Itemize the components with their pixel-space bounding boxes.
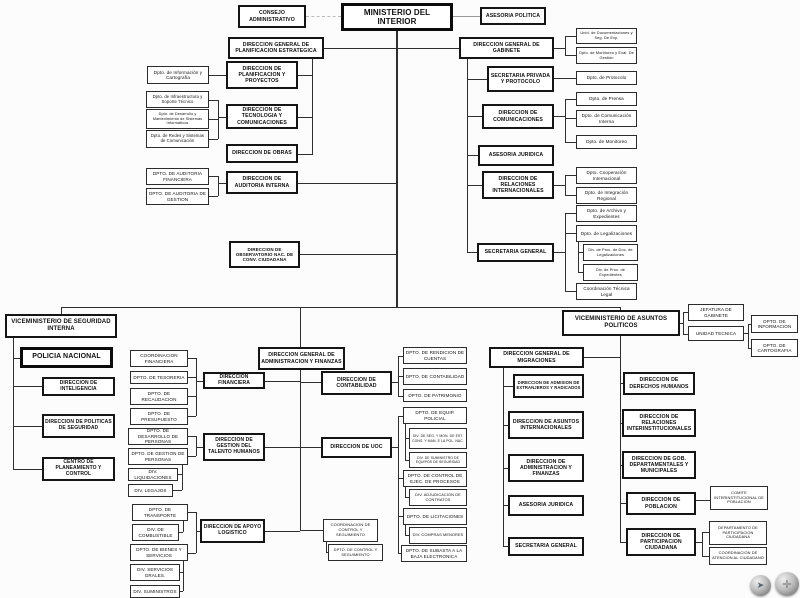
centro-planeamiento-control: CENTRO DE PLANEAMIENTO Y CONTROL — [42, 457, 115, 481]
connector-line — [265, 447, 300, 448]
connector-line — [398, 48, 459, 49]
connector-line — [298, 183, 396, 184]
dg-gabinete: DIRECCION GENERAL DE GABINETE — [459, 37, 554, 59]
connector-line — [13, 469, 42, 470]
connector-line — [300, 370, 301, 530]
connector-line — [196, 512, 197, 553]
connector-line — [565, 175, 576, 176]
connector-line — [326, 542, 327, 552]
asesoria-juridica-migraciones: ASESORIA JURIDICA — [508, 495, 584, 516]
connector-line — [179, 532, 183, 533]
dpto-auditoria-gestion: DPTO. DE AUDITORIA DE GESTION — [146, 188, 209, 205]
div-legajos: DIV. LEGAJOS — [128, 484, 173, 497]
dir-politicas-seguridad: DIRECCION DE POLITICAS DE SEGURIDAD — [42, 414, 115, 438]
dir-participacion-ciudadana: DIRECCION DE PARTICIPACION CIUDADANA — [626, 528, 696, 556]
connector-line — [188, 377, 196, 378]
dpto-tesoreria: DPTO. DE TESORERIA — [130, 371, 188, 384]
dpto-redes-comunicacion: Dpto. de Redes y Sistemas de Comunicación — [146, 130, 209, 148]
connector-line — [180, 572, 183, 573]
dir-obras: DIRECCION DE OBRAS — [226, 144, 298, 163]
connector-line — [188, 416, 196, 417]
asesoria-politica: ASESORIA POLITICA — [480, 7, 546, 25]
connector-line — [620, 336, 621, 542]
connector-line — [453, 16, 480, 17]
coordinacion-control-seguimiento: COORDINACION DE CONTROL Y SEGUIMIENTO — [323, 519, 378, 542]
dpto-infraestructura-soporte: Dpto. de Infraestructura y Soporte Técnico — [146, 91, 209, 108]
connector-line — [61, 307, 620, 308]
connector-line — [209, 75, 226, 76]
connector-line — [405, 424, 406, 460]
connector-line — [300, 254, 396, 255]
connector-line — [554, 48, 565, 49]
connector-line — [467, 155, 478, 156]
connector-line — [209, 100, 218, 101]
comite-interinstitucional-poblacion: COMITE INTERINSTITUCIONAL DE POBLACION — [710, 486, 768, 510]
div-servicios-grales: DIV. SERVICIOS GRALES. — [130, 564, 180, 581]
connector-line — [565, 233, 576, 234]
dir-planificacion-proyectos: DIRECCION DE PLANIFICACION Y PROYECTOS — [226, 61, 298, 89]
dpto-legalizaciones: Dpto. de Legalizaciones — [576, 225, 637, 242]
connector-line — [209, 139, 218, 140]
unid-documentaciones: Unid. de Documentaciones y Seg. De Exp. — [576, 28, 637, 44]
coordinacion-atencion-ciudadano: COORDINACION DE ATENCION AL CIUDADANO — [709, 547, 767, 565]
dpto-bienes-servicios: DPTO. DE BIENES Y SERVICIOS — [130, 544, 188, 561]
connector-line — [182, 465, 183, 490]
dpto-cartografia: DPTO. DE CARTOGRAFIA — [751, 339, 798, 357]
connector-line — [61, 307, 62, 314]
dpto-monitoreo-eval-gestion: Dpto. de Monitoreo y Eval. De Gestión — [576, 47, 637, 64]
connector-line — [702, 532, 703, 556]
dg-administracion-finanzas: DIRECCION GENERAL DE ADMINISTRACION Y FINANZAS — [258, 347, 345, 370]
nav-globe-button[interactable]: ✛ — [775, 572, 799, 596]
connector-line — [188, 456, 196, 457]
connector-line — [748, 324, 749, 348]
div-suministro-equipos-seguridad: DIV. DE SUMINISTRO DE EQUIPOS DE SEGURIDAD — [409, 452, 467, 468]
secretaria-general-gabinete: SECRETARIA GENERAL — [477, 243, 554, 262]
dpto-monitoreo: Dpto. de Monitoreo — [576, 135, 637, 149]
dir-gestion-talento-humano: DIRECCION DE GESTION DEL TALENTO HUMANOS — [203, 433, 265, 461]
dir-auditoria-interna: DIRECCION DE AUDITORIA INTERNA — [226, 171, 298, 194]
connector-line — [173, 490, 182, 491]
connector-line — [405, 525, 406, 535]
div-combustible: DIV. DE COMBUSTIBLE — [132, 524, 179, 541]
div-liquidaciones: DIV. LIQUIDACIONES — [128, 468, 178, 481]
connector-line — [13, 426, 42, 427]
dir-derechos-humanos: DIRECCION DE DERECHOS HUMANOS — [623, 372, 695, 395]
dpto-rendicion-cuentas: DPTO. DE RENDICION DE CUENTAS — [403, 347, 467, 364]
dpto-patrimonio: DPTO. DE PATRIMONIO — [403, 389, 467, 402]
connector-line — [565, 99, 566, 142]
connector-line — [265, 381, 300, 382]
vm-seguridad-interna: VICEMINISTERIO DE SEGURIDAD INTERNA — [5, 314, 117, 338]
connector-line — [209, 196, 218, 197]
connector-line — [183, 521, 184, 532]
connector-line — [565, 213, 566, 291]
connector-line — [696, 500, 710, 501]
connector-line — [188, 553, 196, 554]
connector-line — [554, 252, 565, 253]
connector-line — [565, 36, 566, 55]
dpto-desarrollo-personas: DPTO. DE DESARROLLO DE PERSONAS — [128, 428, 188, 445]
connector-line — [565, 175, 566, 195]
div-proc-doc-legalizaciones: Div. de Proc. de Doc. de Legalizaciones — [583, 244, 638, 261]
div-seg-mon-est: DIV. DE SEG. Y MON. DE EST. CONS. Y MAN. E LA POL. NAC. — [409, 428, 467, 449]
connector-line — [554, 78, 576, 79]
connector-line — [554, 116, 565, 117]
connector-line — [578, 242, 579, 272]
div-compras-menores: DIV. COMPRAS MENORES — [409, 527, 467, 544]
connector-line — [467, 79, 487, 80]
nav-pointer-button[interactable]: ➤ — [750, 575, 771, 596]
connector-line — [300, 382, 321, 383]
connector-line — [300, 447, 321, 448]
connector-line — [218, 117, 226, 118]
dir-comunicaciones: DIRECCION DE COMUNICACIONES — [482, 104, 554, 129]
dpto-contabilidad: DPTO. DE CONTABILIDAD — [403, 368, 467, 385]
secretaria-general-migraciones: SECRETARIA GENERAL — [508, 537, 584, 556]
dir-observatorio-conv-ciudadana: DIRECCION DE OBSERVATORIO NAC. DE CONV. CIUDADANA — [229, 241, 300, 268]
connector-line — [188, 358, 196, 359]
unidad-tecnica: UNIDAD TECNICA — [688, 326, 744, 341]
vm-asuntos-politicos: VICEMINISTERIO DE ASUNTOS POLITICOS — [562, 310, 680, 336]
dpto-control-ejec-procesos: DPTO. DE CONTROL DE EJEC. DE PROCESOS — [403, 470, 467, 487]
dpto-recaudacion: DPTO. DE RECAUDACION — [130, 388, 188, 405]
connector-line — [565, 195, 576, 196]
dir-gob-departamentales-municipales: DIRECCION DE GOB. DEPARTAMENTALES Y MUNICIPALES — [622, 451, 696, 479]
dg-planificacion-estrategica: DIRECCION GENERAL DE PLANIFICACION ESTRATEGICA — [228, 37, 324, 59]
connector-line — [324, 48, 396, 49]
depto-participacion-ciudadana: DEPARTAMENTO DE PARTICIPACION CIUDADANA — [709, 521, 767, 545]
dpto-cooperacion-internacional: Dpto. Cooperación Internacional — [576, 167, 637, 184]
connector-line — [398, 416, 399, 553]
connector-line — [467, 116, 482, 117]
connector-line — [218, 183, 226, 184]
connector-line — [702, 532, 709, 533]
connector-line — [180, 591, 183, 592]
connector-line — [702, 556, 709, 557]
connector-line — [565, 55, 576, 56]
div-suministros: DIV. SUMINISTROS — [130, 585, 180, 598]
dir-inteligencia: DIRECCION DE INTELIGENCIA — [42, 377, 115, 396]
connector-line — [584, 357, 620, 358]
ministerio-del-interior: MINISTERIO DEL INTERIOR — [341, 3, 453, 31]
connector-line — [209, 176, 218, 177]
connector-line — [188, 512, 196, 513]
dpto-protocolo: Dpto. de Protocolo — [576, 71, 637, 85]
connector-line — [396, 31, 398, 307]
dir-contabilidad: DIRECCION DE CONTABILIDAD — [321, 371, 392, 395]
dpto-comunicacion-interna: Dpto. de Comunicación Interna — [576, 110, 637, 127]
connector-line — [183, 561, 184, 591]
dir-relaciones-internacionales: DIRECCION DE RELACIONES INTERNACIONALES — [482, 171, 554, 199]
connector-line — [178, 474, 182, 475]
policia-nacional: POLICIA NACIONAL — [20, 347, 113, 368]
connector-line — [218, 100, 219, 139]
jefatura-gabinete: JEFATURA DE GABINETE — [688, 304, 744, 321]
dpto-transporte: DPTO. DE TRANSPORTE — [132, 504, 188, 521]
connector-line — [405, 487, 406, 497]
dir-administracion-finanzas-migraciones: DIRECCION DE ADMINISTRACION Y FINANZAS — [508, 454, 584, 482]
connector-line — [13, 386, 42, 387]
connector-line — [467, 185, 482, 186]
dg-migraciones: DIRECCION GENERAL DE MIGRACIONES — [489, 347, 584, 368]
dir-apoyo-logistico: DIRECCION DE APOYO LOGISTICO — [200, 519, 265, 543]
connector-line — [300, 307, 301, 347]
coordinacion-financiera: COORDINACION FINANCIERA — [130, 350, 188, 367]
dir-admision-extranjeros: DIRECCION DE ADMISION DE EXTRANJEROS Y RADICADOS — [513, 374, 584, 398]
connector-line — [196, 436, 197, 456]
connector-line — [503, 368, 504, 546]
connector-line — [554, 185, 565, 186]
connector-line — [565, 118, 576, 119]
connector-line — [298, 75, 312, 76]
consejo-administrativo: CONSEJO ADMINISTRATIVO — [238, 5, 306, 28]
dpto-subasta-baja-electronica: DPTO. DE SUBASTA A LA BAJA ELECTRONICA — [401, 545, 467, 562]
connector-line — [565, 213, 576, 214]
connector-line — [298, 117, 312, 118]
dir-uoc: DIRECCION DE UOC — [321, 437, 392, 458]
connector-line — [13, 358, 20, 359]
connector-line — [565, 99, 576, 100]
dpto-auditoria-financiera: DPTO. DE AUDITORIA FINANCIERA — [146, 168, 209, 185]
connector-line — [196, 358, 197, 416]
connector-line — [196, 447, 203, 448]
connector-line — [298, 154, 312, 155]
connector-line — [196, 381, 203, 382]
connector-line — [503, 386, 513, 387]
dpto-informacion-cartografia: Dpto. de Información y Cartografía — [147, 66, 209, 84]
dpto-presupuesto: DPTO. DE PRESUPUESTO — [130, 408, 188, 425]
div-adjudicacion-contratos: DIV. ADJUDICACION DE CONTRATOS — [409, 489, 467, 506]
connector-line — [300, 530, 323, 531]
secretaria-privada-protocolo: SECRETARIA PRIVADA Y PROTOCOLO — [487, 66, 554, 92]
connector-line — [467, 252, 477, 253]
connector-line — [683, 312, 684, 334]
dpto-informacion: DPTO. DE INFORMACION — [751, 315, 798, 333]
asesoria-juridica-gabinete: ASESORIA JURIDICA — [478, 145, 554, 166]
dir-tecnologia-comunicaciones: DIRECCION DE TECNOLOGIA Y COMUNICACIONES — [226, 104, 298, 129]
dir-poblacion: DIRECCION DE POBLACION — [626, 492, 696, 515]
dpto-gestion-personas: DPTO. DE GESTION DE PERSONAS — [128, 448, 188, 465]
dpto-control-seguimiento: DPTO. DE CONTROL Y SEGUIMIENTO — [328, 544, 383, 561]
dpto-equip-policial: DPTO. DE EQUIP. POLICIAL — [403, 407, 467, 424]
coordinacion-tecnica-legal: Coordinación Técnica Legal — [576, 283, 637, 300]
connector-line — [306, 16, 341, 17]
connector-line — [188, 436, 196, 437]
dpto-desarrollo-sistemas: Dpto. de Desarrollo y Mantenimiento de Sistemas Informáticos — [146, 109, 209, 129]
connector-line — [565, 142, 576, 143]
connector-line — [565, 291, 576, 292]
dir-financiera: DIRECCION FINANCIERA — [203, 372, 265, 389]
connector-line — [188, 396, 196, 397]
dpto-prensa: Dpto. de Prensa — [576, 92, 637, 106]
connector-line — [209, 119, 218, 120]
connector-line — [565, 36, 576, 37]
connector-line — [312, 59, 313, 155]
connector-line — [265, 531, 300, 532]
dpto-archivo-expedientes: Dpto. de Archivo y Expedientes — [576, 205, 637, 222]
dpto-licitaciones: DPTO. DE LICITACIONES — [403, 508, 467, 525]
dir-relaciones-interinstitucionales: DIRECCION DE RELACIONES INTERINSTITUCIONALES — [622, 409, 696, 437]
dpto-integracion-regional: Dpto. de Integración Regional — [576, 187, 637, 204]
connector-line — [218, 176, 219, 196]
dir-asuntos-internacionales: DIRECCION DE ASUNTOS INTERNACIONALES — [508, 411, 584, 439]
div-proc-expedientes: Div. de Proc. de Expedientes — [583, 264, 638, 281]
